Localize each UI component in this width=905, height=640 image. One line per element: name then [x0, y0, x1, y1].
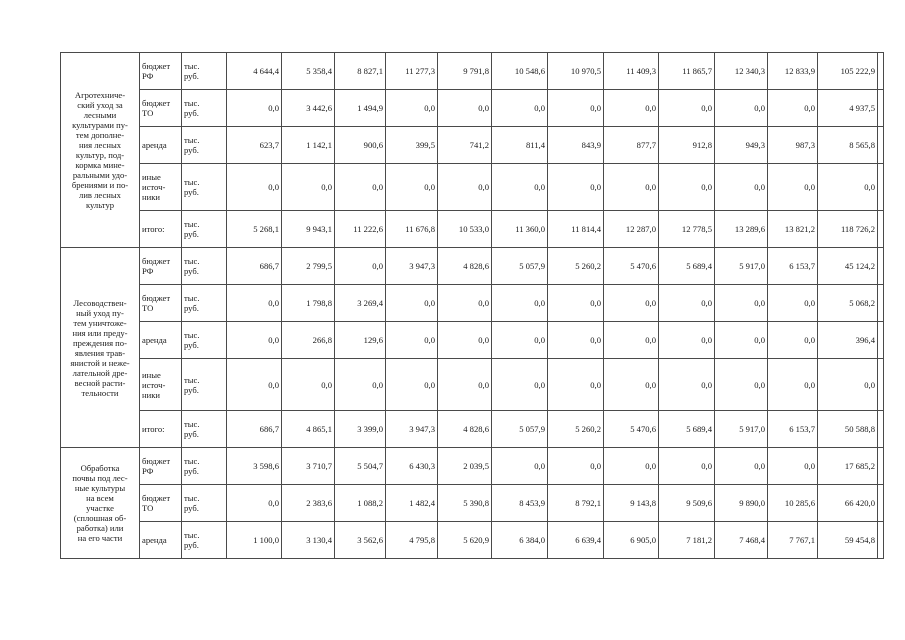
value-cell: 686,7 [227, 248, 282, 285]
value-cell: 5 268,1 [227, 211, 282, 248]
unit-label: тыс. руб. [182, 127, 227, 164]
unit-label: тыс. руб. [182, 248, 227, 285]
activity-name: Лесоводствен- ный уход пу- тем уничтоже- ния или преду- преждения по- явления трав- янистой и неже- лательной дре- весной расти- тельности [61, 248, 140, 448]
value-cell: 5 504,7 [335, 448, 386, 485]
value-cell: 623,7 [227, 127, 282, 164]
value-cell: 0,0 [715, 90, 768, 127]
value-cell: 4 865,1 [282, 411, 335, 448]
table-edge [878, 53, 884, 90]
value-cell: 0,0 [438, 285, 492, 322]
table-edge [878, 164, 884, 211]
value-cell: 12 287,0 [604, 211, 659, 248]
value-cell: 11 222,6 [335, 211, 386, 248]
value-cell: 0,0 [492, 285, 548, 322]
value-cell: 811,4 [492, 127, 548, 164]
total-cell: 66 420,0 [818, 485, 878, 522]
funding-source: иные источ- ники [140, 164, 182, 211]
value-cell: 0,0 [548, 448, 604, 485]
unit-label: тыс. руб. [182, 53, 227, 90]
activity-name: Обработка почвы под лес- ные культуры на всем участке (сплошная об- работка) или на его части [61, 448, 140, 559]
value-cell: 2 039,5 [438, 448, 492, 485]
total-cell: 105 222,9 [818, 53, 878, 90]
value-cell: 5 260,2 [548, 411, 604, 448]
value-cell: 0,0 [282, 164, 335, 211]
value-cell: 0,0 [548, 90, 604, 127]
total-cell: 17 685,2 [818, 448, 878, 485]
table-row [61, 522, 884, 559]
total-cell: 118 726,2 [818, 211, 878, 248]
value-cell: 843,9 [548, 127, 604, 164]
table-row [61, 285, 884, 322]
value-cell: 5 057,9 [492, 411, 548, 448]
value-cell: 0,0 [227, 485, 282, 522]
value-cell: 10 548,6 [492, 53, 548, 90]
value-cell: 0,0 [659, 164, 715, 211]
value-cell: 0,0 [386, 285, 438, 322]
value-cell: 949,3 [715, 127, 768, 164]
table-edge [878, 322, 884, 359]
funding-source: итого: [140, 211, 182, 248]
table-row [61, 53, 884, 90]
value-cell: 10 533,0 [438, 211, 492, 248]
value-cell: 0,0 [282, 359, 335, 411]
value-cell: 6 153,7 [768, 248, 818, 285]
unit-label: тыс. руб. [182, 485, 227, 522]
value-cell: 2 383,6 [282, 485, 335, 522]
value-cell: 0,0 [548, 359, 604, 411]
table-edge [878, 411, 884, 448]
value-cell: 1 798,8 [282, 285, 335, 322]
total-cell: 396,4 [818, 322, 878, 359]
funding-source: бюджет РФ [140, 448, 182, 485]
value-cell: 0,0 [768, 285, 818, 322]
value-cell: 0,0 [604, 448, 659, 485]
value-cell: 10 970,5 [548, 53, 604, 90]
value-cell: 3 598,6 [227, 448, 282, 485]
value-cell: 0,0 [715, 448, 768, 485]
value-cell: 9 791,8 [438, 53, 492, 90]
value-cell: 12 340,3 [715, 53, 768, 90]
funding-source: итого: [140, 411, 182, 448]
value-cell: 0,0 [227, 285, 282, 322]
value-cell: 5 689,4 [659, 248, 715, 285]
value-cell: 0,0 [492, 164, 548, 211]
table-edge [878, 448, 884, 485]
value-cell: 877,7 [604, 127, 659, 164]
value-cell: 5 689,4 [659, 411, 715, 448]
value-cell: 4 828,6 [438, 411, 492, 448]
value-cell: 2 799,5 [282, 248, 335, 285]
value-cell: 0,0 [492, 448, 548, 485]
total-cell: 4 937,5 [818, 90, 878, 127]
funding-source: аренда [140, 322, 182, 359]
value-cell: 0,0 [548, 285, 604, 322]
value-cell: 0,0 [715, 164, 768, 211]
table-row [61, 322, 884, 359]
total-cell: 8 565,8 [818, 127, 878, 164]
value-cell: 3 710,7 [282, 448, 335, 485]
value-cell: 129,6 [335, 322, 386, 359]
value-cell: 5 390,8 [438, 485, 492, 522]
value-cell: 0,0 [768, 322, 818, 359]
value-cell: 0,0 [604, 359, 659, 411]
unit-label: тыс. руб. [182, 411, 227, 448]
value-cell: 900,6 [335, 127, 386, 164]
value-cell: 11 360,0 [492, 211, 548, 248]
total-cell: 0,0 [818, 164, 878, 211]
value-cell: 0,0 [492, 322, 548, 359]
unit-label: тыс. руб. [182, 211, 227, 248]
value-cell: 5 470,6 [604, 248, 659, 285]
value-cell: 1 142,1 [282, 127, 335, 164]
value-cell: 0,0 [227, 164, 282, 211]
value-cell: 7 468,4 [715, 522, 768, 559]
value-cell: 6 639,4 [548, 522, 604, 559]
value-cell: 912,8 [659, 127, 715, 164]
unit-label: тыс. руб. [182, 90, 227, 127]
value-cell: 5 260,2 [548, 248, 604, 285]
value-cell: 0,0 [768, 359, 818, 411]
table-edge [878, 248, 884, 285]
value-cell: 1 100,0 [227, 522, 282, 559]
value-cell: 5 620,9 [438, 522, 492, 559]
table-row [61, 485, 884, 522]
value-cell: 0,0 [659, 285, 715, 322]
value-cell: 0,0 [438, 322, 492, 359]
value-cell: 0,0 [604, 285, 659, 322]
table-edge [878, 211, 884, 248]
table-row [61, 90, 884, 127]
value-cell: 13 821,2 [768, 211, 818, 248]
value-cell: 0,0 [768, 448, 818, 485]
value-cell: 0,0 [227, 322, 282, 359]
value-cell: 3 399,0 [335, 411, 386, 448]
value-cell: 987,3 [768, 127, 818, 164]
value-cell: 0,0 [492, 90, 548, 127]
table-row [61, 248, 884, 285]
value-cell: 11 277,3 [386, 53, 438, 90]
value-cell: 10 285,6 [768, 485, 818, 522]
unit-label: тыс. руб. [182, 359, 227, 411]
value-cell: 11 409,3 [604, 53, 659, 90]
value-cell: 12 833,9 [768, 53, 818, 90]
value-cell: 3 947,3 [386, 248, 438, 285]
value-cell: 3 269,4 [335, 285, 386, 322]
table-edge [878, 285, 884, 322]
value-cell: 0,0 [768, 90, 818, 127]
value-cell: 3 562,6 [335, 522, 386, 559]
value-cell: 7 767,1 [768, 522, 818, 559]
activity-name: Агротехниче- ский уход за лесными культурами пу- тем дополне- ния лесных культур, под- кормка мине- ральными удо- брениями и по- лив лесных культур [61, 53, 140, 248]
total-cell: 0,0 [818, 359, 878, 411]
funding-source: аренда [140, 522, 182, 559]
funding-source: иные источ- ники [140, 359, 182, 411]
value-cell: 5 470,6 [604, 411, 659, 448]
unit-label: тыс. руб. [182, 285, 227, 322]
value-cell: 0,0 [604, 164, 659, 211]
value-cell: 0,0 [659, 359, 715, 411]
table-edge [878, 90, 884, 127]
value-cell: 741,2 [438, 127, 492, 164]
value-cell: 11 676,8 [386, 211, 438, 248]
value-cell: 9 890,0 [715, 485, 768, 522]
unit-label: тыс. руб. [182, 522, 227, 559]
value-cell: 9 509,6 [659, 485, 715, 522]
value-cell: 0,0 [227, 90, 282, 127]
funding-source: бюджет ТО [140, 90, 182, 127]
table-row [61, 359, 884, 411]
table-row [61, 127, 884, 164]
value-cell: 0,0 [227, 359, 282, 411]
value-cell: 1 494,9 [335, 90, 386, 127]
value-cell: 0,0 [335, 248, 386, 285]
value-cell: 4 644,4 [227, 53, 282, 90]
value-cell: 0,0 [335, 164, 386, 211]
value-cell: 7 181,2 [659, 522, 715, 559]
value-cell: 6 384,0 [492, 522, 548, 559]
table-edge [878, 522, 884, 559]
value-cell: 0,0 [548, 164, 604, 211]
value-cell: 5 917,0 [715, 248, 768, 285]
value-cell: 6 153,7 [768, 411, 818, 448]
value-cell: 6 430,3 [386, 448, 438, 485]
value-cell: 686,7 [227, 411, 282, 448]
value-cell: 9 943,1 [282, 211, 335, 248]
table-edge [878, 485, 884, 522]
table-row [61, 164, 884, 211]
value-cell: 0,0 [386, 164, 438, 211]
value-cell: 5 057,9 [492, 248, 548, 285]
funding-source: бюджет РФ [140, 248, 182, 285]
table-row [61, 211, 884, 248]
value-cell: 8 453,9 [492, 485, 548, 522]
value-cell: 0,0 [335, 359, 386, 411]
value-cell: 0,0 [492, 359, 548, 411]
value-cell: 5 358,4 [282, 53, 335, 90]
value-cell: 13 289,6 [715, 211, 768, 248]
value-cell: 0,0 [715, 359, 768, 411]
value-cell: 4 828,6 [438, 248, 492, 285]
total-cell: 5 068,2 [818, 285, 878, 322]
total-cell: 50 588,8 [818, 411, 878, 448]
unit-label: тыс. руб. [182, 322, 227, 359]
total-cell: 59 454,8 [818, 522, 878, 559]
value-cell: 4 795,8 [386, 522, 438, 559]
value-cell: 399,5 [386, 127, 438, 164]
value-cell: 0,0 [604, 322, 659, 359]
value-cell: 11 865,7 [659, 53, 715, 90]
funding-source: бюджет РФ [140, 53, 182, 90]
value-cell: 0,0 [548, 322, 604, 359]
table-edge [878, 127, 884, 164]
value-cell: 3 442,6 [282, 90, 335, 127]
value-cell: 11 814,4 [548, 211, 604, 248]
value-cell: 0,0 [386, 359, 438, 411]
funding-source: бюджет ТО [140, 485, 182, 522]
funding-source: аренда [140, 127, 182, 164]
value-cell: 6 905,0 [604, 522, 659, 559]
table-row [61, 411, 884, 448]
value-cell: 0,0 [438, 90, 492, 127]
value-cell: 0,0 [715, 322, 768, 359]
funding-source: бюджет ТО [140, 285, 182, 322]
value-cell: 1 088,2 [335, 485, 386, 522]
value-cell: 0,0 [659, 90, 715, 127]
value-cell: 0,0 [438, 359, 492, 411]
value-cell: 9 143,8 [604, 485, 659, 522]
value-cell: 3 130,4 [282, 522, 335, 559]
value-cell: 0,0 [386, 322, 438, 359]
table-row [61, 448, 884, 485]
value-cell: 0,0 [659, 448, 715, 485]
total-cell: 45 124,2 [818, 248, 878, 285]
value-cell: 1 482,4 [386, 485, 438, 522]
budget-table [60, 52, 884, 559]
value-cell: 0,0 [386, 90, 438, 127]
table-edge [878, 359, 884, 411]
value-cell: 5 917,0 [715, 411, 768, 448]
value-cell: 0,0 [768, 164, 818, 211]
unit-label: тыс. руб. [182, 448, 227, 485]
value-cell: 8 792,1 [548, 485, 604, 522]
value-cell: 0,0 [438, 164, 492, 211]
value-cell: 266,8 [282, 322, 335, 359]
value-cell: 0,0 [604, 90, 659, 127]
value-cell: 0,0 [659, 322, 715, 359]
value-cell: 8 827,1 [335, 53, 386, 90]
value-cell: 0,0 [715, 285, 768, 322]
value-cell: 12 778,5 [659, 211, 715, 248]
unit-label: тыс. руб. [182, 164, 227, 211]
value-cell: 3 947,3 [386, 411, 438, 448]
